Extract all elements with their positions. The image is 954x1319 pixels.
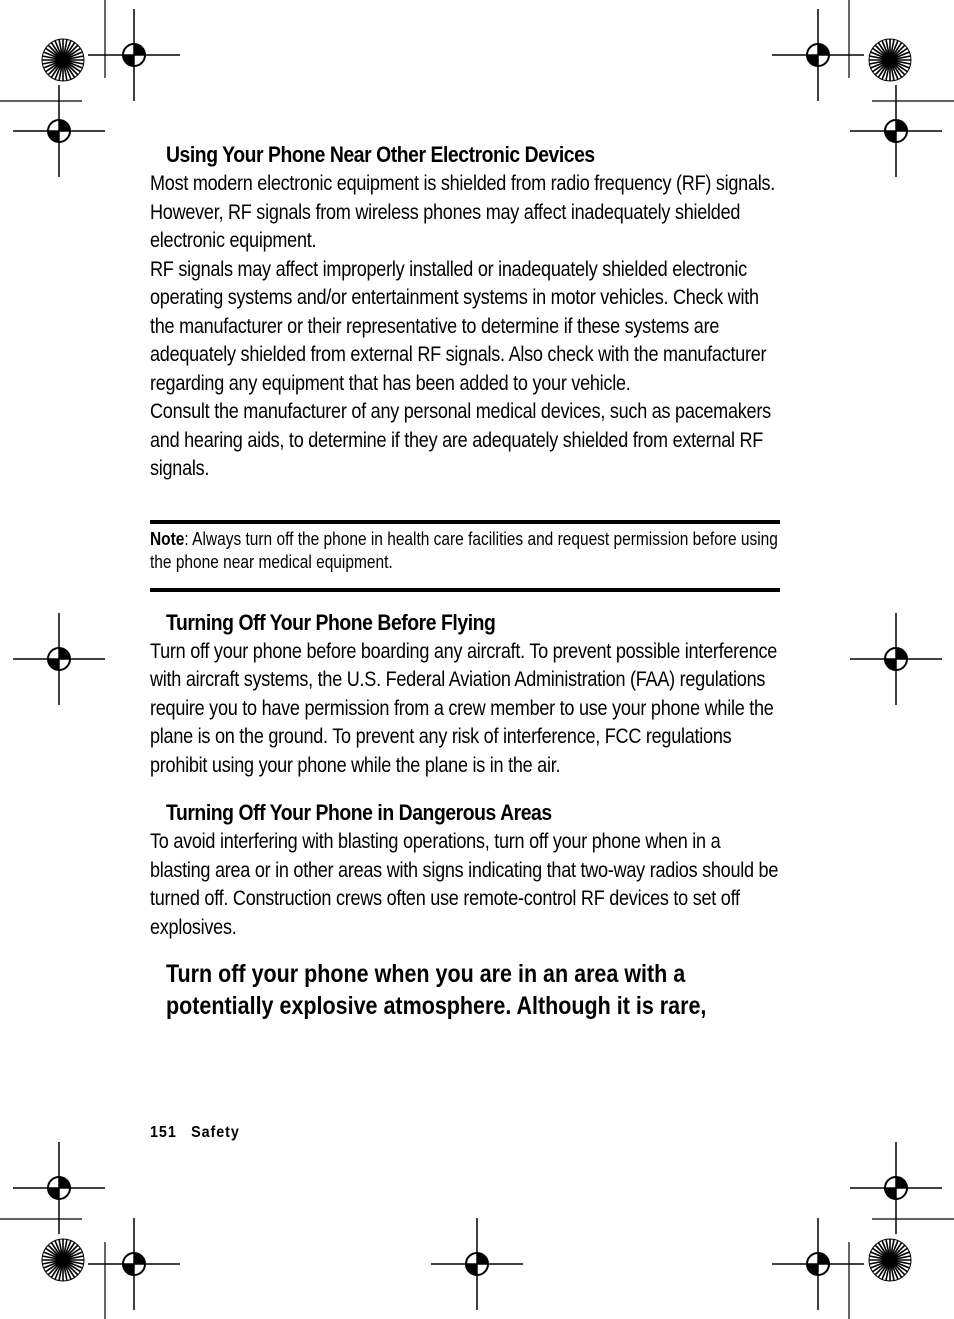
- note-label: Note: [150, 528, 185, 549]
- section-heading: Using Your Phone Near Other Electronic Devices: [166, 142, 595, 167]
- section-heading: Turning Off Your Phone in Dangerous Areas: [166, 800, 552, 825]
- page-footer: [150, 1124, 254, 1142]
- note-box: [150, 520, 780, 592]
- paragraph: RF signals may affect improperly installed or inadequately shielded electronic operating systems and/or entertainment systems in motor vehicles. Check with the manufacturer or their representative to determine if these systems are adequately shielded from external RF signals. Also check with the manufacturer regarding any equipment that has been added to your vehicle.: [150, 257, 767, 395]
- section-heading: Turning Off Your Phone Before Flying: [166, 609, 496, 635]
- paragraph: Turn off your phone before boarding any aircraft. To prevent possible interference with aircraft systems, the U.S. Federal Aviation Administration (FAA) regulations require you to have permission from a crew member to use your phone while the plane is on the ground. To prevent any risk of interference, FCC regulations prohibit using your phone while the plane is in the air.: [150, 639, 778, 777]
- paragraph: Consult the manufacturer of any personal medical devices, such as pacemakers and hearing aids, to determine if they are adequately shielded from external RF signals.: [150, 400, 771, 480]
- section-electronic-devices: [150, 140, 780, 484]
- paragraph: Most modern electronic equipment is shielded from radio frequency (RF) signals. However, RF signals from wireless phones may affect inadequately shielded electronic equipment.: [150, 172, 776, 252]
- page-number: 151: [150, 1124, 177, 1141]
- section-flying: [150, 608, 780, 781]
- explosive-warning: Turn off your phone when you are in an area with a potentially explosive atmosphere. Although it is rare,: [166, 960, 707, 1020]
- paragraph: To avoid interfering with blasting operations, turn off your phone when in a blasting area or in other areas with signs indicating that two-way radios should be turned off. Construction crews often use remote-control RF devices to set off explosives.: [150, 830, 779, 939]
- note-text: [150, 528, 780, 574]
- section-dangerous-areas: [150, 798, 780, 942]
- page-content: [150, 140, 780, 1022]
- footer-section: Safety: [191, 1124, 240, 1141]
- note-body: : Always turn off the phone in health care facilities and request permission before using the phone near medical equipment.: [150, 528, 778, 572]
